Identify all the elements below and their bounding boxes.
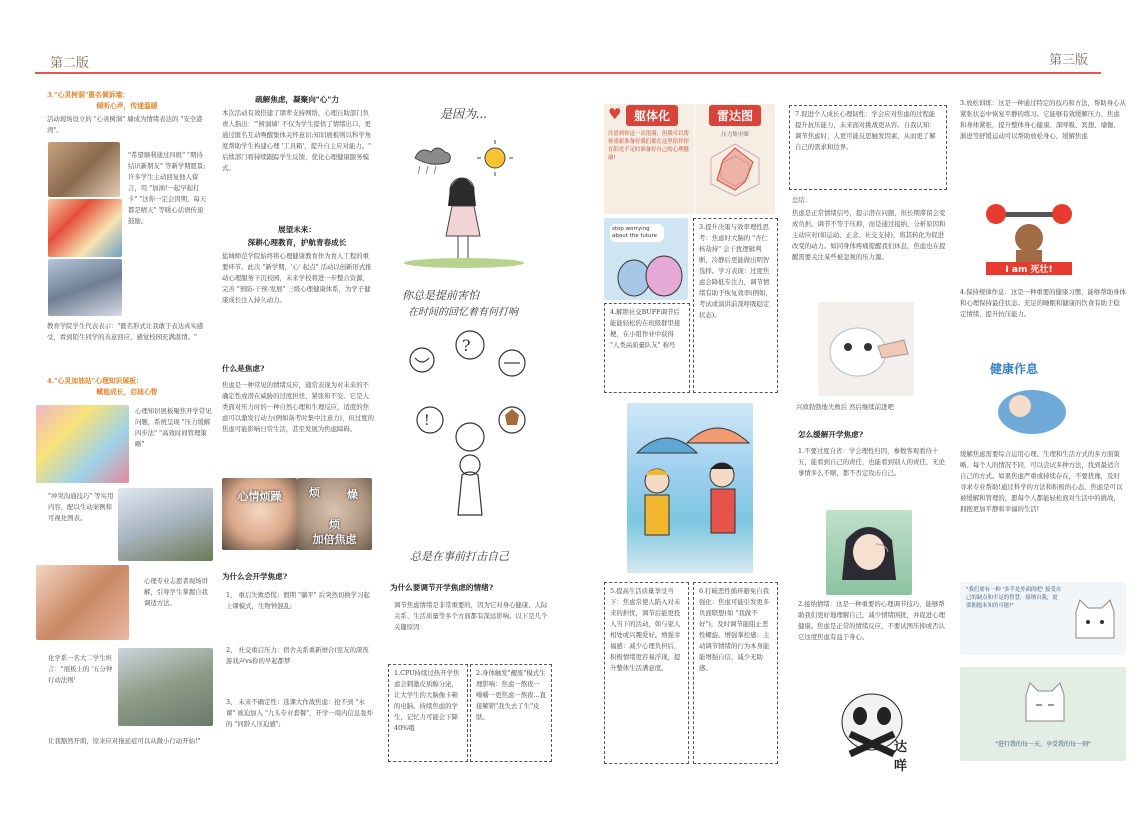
punch-cartoon — [818, 302, 914, 396]
tree-hole-photo-1 — [48, 142, 120, 197]
summary-label: 总结： — [792, 196, 812, 204]
reason-box-2: 2.身体触发"靓废"模式生理影响：焦虑一熬夜一噪嚼一更焦虑一熬夜...直接解锁"我失去了生"皮肤。 — [470, 664, 552, 762]
cat-note-2-text: "进行我的每一天，享受我的每一刻" — [995, 741, 1091, 748]
worried-figure-thoughts-illustration — [400, 325, 540, 540]
girl-sun-cloud-illustration — [400, 118, 540, 278]
reason-box-1: 1.CPU持续过热开学焦虑会刺激皮质醇分泌，让大学生的大脑像卡顿的电脑。持续焦虑的学生，记忆力可能会下降40%哦 — [388, 664, 468, 762]
healthy-sleep-cartoon — [986, 356, 1072, 438]
health-routine-text: 健康作息 — [990, 362, 1039, 376]
section3-title: 3."心灵树洞"匿名倾诉墙： — [47, 91, 130, 99]
umbrella-characters — [627, 403, 753, 573]
umbrella-cartoon — [627, 403, 753, 573]
tree-hole-photo-2 — [48, 199, 122, 257]
meme-fan-char-3: 烦 — [329, 518, 340, 531]
tree-hole-photo-3 — [48, 259, 122, 316]
header-rule — [35, 72, 1101, 74]
section4-p5: 让我豁然开朗，原来应对拖延症可以从微小行动开始!" — [48, 737, 201, 745]
radar-title: 压力集中图 — [721, 132, 749, 138]
sleepy-cat-icon — [1020, 673, 1070, 731]
volunteer-photo — [118, 488, 213, 561]
blob-characters — [612, 246, 686, 298]
section4-subtitle: 赋能成长，启迪心智 — [96, 388, 158, 396]
punch-caption: 兴致勃勃地失败后 然后继续前进吧 — [796, 403, 894, 411]
how-tip-3: 3.放松训练：这是一种通过特定的技巧和方法，帮助身心从紧张状态中恢复平静的练习。它能够有效缓解压力、焦虑和身体紧张，提升整体身心健康。深呼吸、冥想、瑜伽、渐进等舒缓运动可以帮助放松身心，缓解焦虑 — [960, 99, 1126, 140]
hand-text-self-blame: 总是在事前打击自己 — [410, 550, 509, 563]
hand-text-because: 是因为... — [440, 107, 488, 121]
section3-p2: "希望顺利通过四级" "期待结识新朋友" 等新学期愿景;许多学生主动回复他人留言，用 "加油!一起早起打卡" "这你一定会因期，每天都是晴天" 等暖心话语传递鼓励。 — [128, 151, 207, 225]
panda-meme — [830, 684, 916, 774]
section4-p1: 心理知识展板聚焦开学常见问题，系统呈现 "压力缓解四步法" "高效时间管理策略" — [135, 407, 212, 448]
what-is-anxiety-paragraph: 焦虑是一种常见的情绪反应，通常表现为对未来的不确定性或潜在威胁的过度担忧、紧张和不安。它是人类面对压力时的一种自然心理和生理反应，适度的焦虑可以激发行动力(例如备考时集中注意力)，但过度的焦虑可能影响日常生活，甚至发展为焦虑障碍。 — [222, 381, 374, 433]
left-page-number: 第二版 — [50, 56, 90, 71]
panda-meme-text: 达咩 — [894, 740, 908, 774]
how-tip-4: 4.保持规律作息：这是一种重要的健康习惯，能够帮助身体和心理保持最佳状态。充足的睡眠和健康的饮食有助于稳定情绪，提升抗压能力。 — [960, 288, 1126, 318]
heart-icon: ♥ — [608, 105, 622, 123]
cat-note-2 — [960, 667, 1126, 761]
somatization-tag: 躯体化 — [626, 105, 678, 126]
meme-text-double-anxiety: 加倍焦虑 — [312, 533, 357, 546]
anime-girl-figure — [826, 510, 912, 595]
outlook-title: 展望未来： — [278, 225, 316, 234]
anime-girl-headache — [826, 510, 912, 595]
reason-box-7: 7.促进个人成长心理韧性：学会应对焦虑的过程能提升抗压能力，未来面对挑战更从容。自我认知：调节焦虑时，人更可能反思触发因素，从而更了解自己的需求和边界。 — [789, 105, 947, 190]
anxious-cat-meme — [297, 478, 372, 550]
cat-note-1-text: "我们要有一种 '多半是外面的吧' 接受自己的缺点和不足的智慧，接纳自我，更要拥抱未知的可能!" — [966, 587, 1062, 609]
hand-text-fear-ahead: 你总是提前害怕 — [402, 289, 479, 302]
meme-text-irritated: 心情烦躁 — [237, 490, 282, 503]
bear-caption: I am 死壮! — [986, 262, 1072, 275]
how-tip-1: 1.不要过度自省：学会理性归因，参数客观看待十五，能看到自己的责任，也能看到别人的责任，无论事情多么不顺，都不否定攻击自己。 — [798, 447, 945, 477]
outlook-subtitle: 深耕心理教育，护航青春成长 — [247, 238, 347, 247]
radar-tag: 雷达图 — [709, 105, 761, 126]
section4-title: 4."心灵加油站"心理知识展板： — [47, 377, 143, 385]
section4-p3: 心理专业志愿者现场讲解，引导学生掌握自我调适方法。 — [144, 577, 208, 607]
relief-title: 疏解焦虑，凝聚向"心"力 — [255, 95, 339, 104]
hand-text-memory: 在时间的回忆着有何打响 — [408, 307, 518, 318]
student-photo — [36, 565, 129, 640]
right-page-number: 第三版 — [1049, 53, 1089, 68]
why-reason-1: 1、 重启失败恐慌：假期 "躺平" 后突然切换学习起上课模式，生物钟混乱; — [226, 591, 370, 610]
why-anxious-title: 为什么会开学焦虑? — [222, 572, 288, 581]
section3-p3: 教育学院学生代表表示："匿名形式让我敢于表达真实感受，看到陌生同学的善意回应，感觉校园充满温情。" — [47, 322, 204, 341]
somatization-card — [604, 104, 694, 214]
radar-card — [695, 104, 775, 214]
bear-weightlifting — [986, 196, 1072, 280]
why-regulate-title: 为什么要调节开学焦虑的情绪? — [390, 583, 494, 592]
relief-paragraph: 本次活动有效搭建了朋辈支持网络，心理自助部门负责人指出："'树洞墙' 不仅为学生提供了情绪出口，更通过匿名互动唤醒集体关怀意识;知识展板则以科学角度帮助学生构建心理 '工具箱'，提升自主应对能力。" 后续部门将持续跟踪学生反馈，优化心理健康服务模式。 — [222, 109, 372, 172]
why-regulate-paragraph: 调节焦虑情绪是非常重要的，因为它对身心健康、人际关系、生活质量等多个方面都有深远影响。以下是几个关键原因： — [394, 601, 548, 631]
section4-p4: 化学系一名大二学生坦言："展板上的 '五分钟行动法则' — [48, 654, 113, 684]
meme-fan-char-1: 烦 — [309, 486, 320, 499]
section3-subtitle: 倾听心声，传递温暖 — [96, 102, 158, 110]
how-relieve-title: 怎么缓解开学焦虑? — [798, 430, 864, 439]
why-reason-2: 2、 社交重启压力：宿舍关系重新磨合(室友的深夜游戏声vs你的早起都梦 — [226, 646, 369, 665]
reason-box-3: 3.提升决策与效率理性思考：焦虑时大脑的 "杏仁核劫持" 会干扰逻辑判断，冷静后更能做出明智选择。学习表现：过度焦虑会降低专注力，调节情绪有助于恢复效率(例如，考试或演讲前深呼吸稳定状态)。 — [693, 218, 778, 393]
reason-box-6: 6.打破恶性循环避免自我强化：焦虑可能引发更多负面联想(如 "我做不好")，及时调节能阻止恶性螺旋。增强掌控感：主动调节情绪的行为本身能能增强自信，减少无助感。 — [693, 582, 778, 764]
closing-paragraph: 缓解焦虑需要综合运用心理、生理和生活方式的多方面策略。每个人的情况不同，可以尝试多种方法，找到最适合自己的方式。如果焦虑严重或持续存在，不要犹豫，及时寻求专业帮助!通过科学的方法和积极的心态，焦虑是可以被缓解和管理的，愿每个人都能轻松面对生活中的挑战，拥抱更加平静和幸福的生活! — [960, 450, 1123, 513]
meme-fan-char-2: 燥 — [347, 488, 358, 501]
how-tip-2: 2.接纳情绪：这是一种重要的心理调节技巧，能够帮助我们更好地理解自己，减少情绪困扰，并促进心理健康。焦虑是正常的情绪反应，不要试图压抑或否认它这度焦虑有益于身心。 — [798, 600, 945, 641]
cat-note-1 — [960, 582, 1126, 655]
reason-box-4: 4.解锁社交BUFF调节后能能轻松的在班级群里接梗，在小组作业中获得 "人类高质量队友" 称号 — [604, 303, 690, 393]
knowledge-board-photo — [36, 405, 129, 483]
somatization-note: 注意到你这一次很满，但我可以帮你重新准备好我们都在这里陪伴你在阳光不足时准备好自己的心理健康! — [608, 131, 689, 161]
summary-paragraph: 焦虑是正常情绪信号，提示潜在问题，但长期滞留会变成负担。调节不等于压抑，而是通过接纳、分析原因和主动应对(如运动、正念、社交支持)，将其转化为促进改变的动力。如同身体疼痛提醒我们休息，焦虑也在提醒需要关注某些被忽视的压力源。 — [792, 209, 946, 261]
anxious-baby-meme — [222, 478, 297, 550]
stop-worrying-illustration — [604, 218, 688, 300]
svg-text:?: ? — [462, 336, 471, 355]
sleeping-figure — [986, 376, 1072, 438]
white-cat-icon — [1068, 592, 1122, 650]
radar-chart — [705, 140, 765, 200]
campus-photo — [118, 648, 213, 726]
why-reason-3: 3、 未来不确定性：选课大作战焦虑：抢不到 "水课" 被迫加入 "九头专业套餐"，开学一周内信息轰炸的 "同龄人压迫感"; — [226, 698, 374, 728]
svg-text:!: ! — [424, 413, 430, 429]
outlook-paragraph: 盐城师范学院始终将心理健康教育作为育人工程的重要环节。此次 "新学期，'心' 起点" 活动以创新形式推动心理服务下沉校园，未来学校将进一步整合资源，完善 "预防-干预-发展" 三级心理健康体系，为学子健康成长注入持久动力。 — [222, 252, 372, 304]
section4-p2: "冲突沟通技巧" 等实用内容，配以生动案例和可视化图表。 — [48, 492, 114, 522]
reason-box-5: 5.提高生活质量享受当下：焦虑常使人陷入对未来的担忧，调节后能更投入当下的活动，如与家人相处或兴趣爱好。增强幸福感：减少心理负担后，积极情绪更容易浮现，提升整体生活满意度。 — [604, 582, 689, 764]
section3-p1: 活动现场设立的 "心灵树洞" 墙成为情绪表达的 "安全港湾"。 — [47, 115, 203, 134]
stop-worrying-bubble: stop worrying about the future — [610, 224, 664, 242]
punch-figure — [818, 302, 914, 396]
what-is-anxiety-title: 什么是焦虑? — [222, 364, 265, 373]
